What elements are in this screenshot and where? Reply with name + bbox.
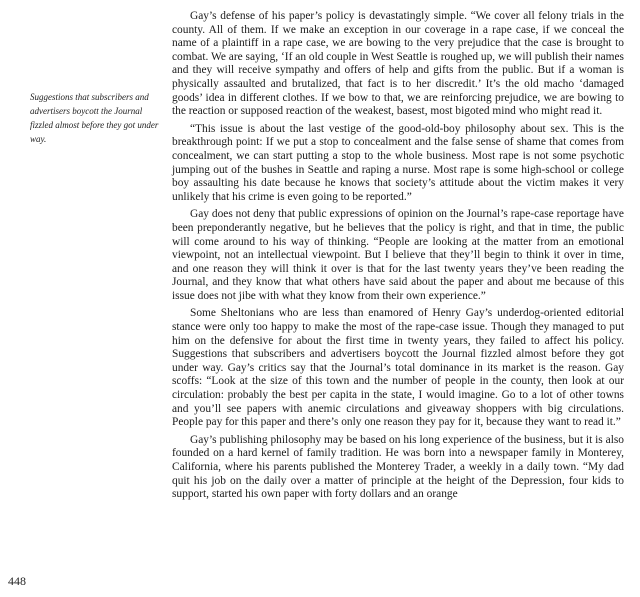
paragraph: Gay does not deny that public expressions of opinion on the Journal’s rape-case reportage have been preponderantly negative, but he believes that the policy is right, and that in time, the public will come around to his way of thinking. “People are looking at the matter from an emotional viewpoint, not an intellectual viewpoint. But I believe that they’ll begin to think it over in time, and one reason they will think it over is that for the last twenty years they’ve been reading the Journal, and they know that what others have said about the paper and about me because of this issue does not jibe with what they know from their own experience.” [172, 208, 624, 302]
page-number: 448 [8, 574, 26, 588]
article-body [172, 10, 624, 506]
paragraph: “This issue is about the last vestige of the good-old-boy philosophy about sex. This is the breakthrough point: If we put a stop to concealment and the false sense of shame that comes from concealment, we can start putting a stop to the whole business. Most rape is not some psychotic jumping out of the bushes in Seattle and raping a nurse. Most rape is some high-school or college boy assaulting his date because he knows that society’s attitude about the victim makes it very unlikely that his crime is even going to be reported.” [172, 122, 624, 203]
paragraph: Some Sheltonians who are less than enamored of Henry Gay’s underdog-oriented editorial stance were only too happy to make the most of the rape-case issue. Though they managed to put him on the defensive for about the first time in twenty years, they failed to affect his policy. Suggestions that subscribers and advertisers boycott the Journal fizzled almost before they got under way. Gay’s critics say that the Journal’s total dominance in its market is the reason. Gay scoffs: “Look at the size of this town and the number of people in the county, then look at our circulation: probably the best per capita in the state, I would imagine. Go to a lot of other towns and you’ll see papers with anemic circulations and giveaway shoppers with big circulations. People pay for this paper and there’s only one reason they pay for it, because they want to read it.” [172, 307, 624, 429]
paragraph: Gay’s publishing philosophy may be based on his long experience of the business, but it is also founded on a hard kernel of family tradition. He was born into a newspaper family in Monterey, California, where his parents published the Monterey Trader, a weekly in a daily town. “My dad quit his job on the daily over a matter of principle at the height of the Depression, four kids to support, started his own paper with forty dollars and an orange [172, 433, 624, 501]
pull-quote: Suggestions that subscribers and advertisers boycott the Journal fizzled almost before they got under way. [30, 92, 159, 144]
paragraph: Gay’s defense of his paper’s policy is devastatingly simple. “We cover all felony trials in the county. All of them. If we make an exception in our coverage in a rape case, if we conceal the name of a plaintiff in a rape case, we are bowing to the very prejudice that the case is brought to combat. We are saying, ‘If an old couple in West Seattle is roughed up, we will publish their names and they will receive sympathy and offers of help and gifts from the public. But if a woman is physically assaulted and brutalized, that fact is to her discredit.’ It’s the old macho ‘damaged goods’ idea in different clothes. If we bow to that, we are reinforcing prejudice, we are bowing to the reaction or supposed reaction of the weakest, basest, most bigoted mind who might read it. [172, 10, 624, 118]
